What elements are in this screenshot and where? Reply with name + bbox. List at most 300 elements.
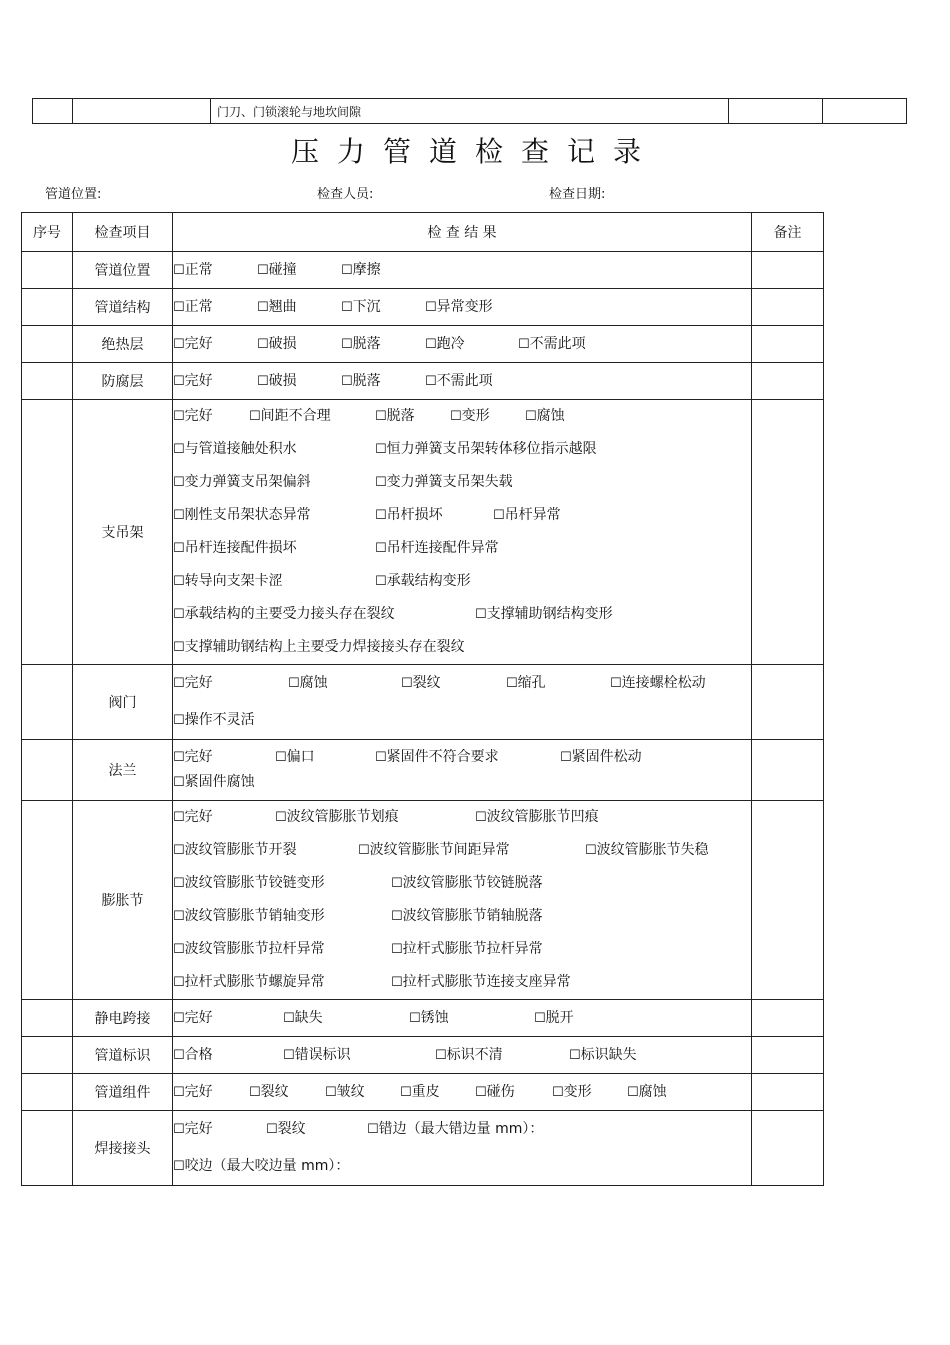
row-remark-cell[interactable]: [752, 740, 824, 801]
checkbox-label: 裂纹: [260, 1083, 289, 1100]
checkbox-option[interactable]: [173, 631, 573, 664]
checkbox-label: 异常变形: [436, 298, 493, 315]
checkbox-option[interactable]: [288, 665, 401, 702]
row-remark-cell[interactable]: [752, 289, 824, 326]
checkbox-label: 波纹管膨胀节开裂: [184, 842, 297, 858]
checkbox-icon[interactable]: ☐: [283, 1010, 295, 1026]
checkbox-label: 脱落: [352, 335, 381, 352]
row-no-cell: [22, 289, 73, 326]
checkbox-option[interactable]: [257, 297, 341, 318]
checkbox-option[interactable]: [257, 260, 341, 281]
checkbox-label: 完好: [184, 1121, 213, 1137]
checkbox-label: 裂纹: [277, 1121, 306, 1137]
checkbox-label: 腐蚀: [536, 408, 565, 424]
checkbox-option[interactable]: [173, 1148, 393, 1185]
checkbox-option[interactable]: [283, 1045, 435, 1066]
checkbox-icon[interactable]: ☐: [560, 750, 572, 765]
checkbox-option[interactable]: [173, 801, 275, 834]
checkbox-option[interactable]: [173, 770, 293, 795]
checkbox-icon[interactable]: ☐: [173, 508, 185, 523]
checkbox-icon[interactable]: ☐: [257, 262, 269, 278]
option-line: [173, 371, 751, 392]
checkbox-icon[interactable]: ☐: [341, 299, 353, 315]
checkbox-option[interactable]: [173, 702, 293, 739]
row-no-cell: [22, 801, 73, 1000]
row-no-cell: [22, 326, 73, 363]
checkbox-icon[interactable]: ☐: [173, 409, 185, 424]
row-remark-cell[interactable]: [752, 1111, 824, 1186]
checkbox-label: 紧固件不符合要求: [386, 749, 499, 765]
option-line: [173, 702, 751, 739]
checkbox-option[interactable]: [409, 1008, 534, 1029]
option-line: [173, 466, 751, 499]
checkbox-option[interactable]: [173, 260, 257, 281]
checkbox-icon[interactable]: ☐: [173, 640, 185, 655]
checkbox-icon[interactable]: ☐: [249, 1084, 261, 1100]
row-item-label: 法兰: [73, 740, 173, 801]
checkbox-label: 支撑辅助钢结构上主要受力焊接接头存在裂纹: [184, 639, 465, 655]
checkbox-icon[interactable]: ☐: [450, 409, 462, 424]
row-remark-cell[interactable]: [752, 665, 824, 740]
checkbox-option[interactable]: [375, 745, 560, 770]
checkbox-option[interactable]: [249, 400, 375, 433]
checkbox-option[interactable]: [325, 1082, 400, 1103]
row-item-label: 支吊架: [73, 400, 173, 665]
row-no-cell: [22, 1000, 73, 1037]
checkbox-label: 紧固件松动: [571, 749, 642, 765]
row-item-label: 管道标识: [73, 1037, 173, 1074]
checkbox-icon[interactable]: ☐: [173, 1084, 185, 1100]
checkbox-label: 下沉: [352, 298, 381, 315]
checkbox-icon[interactable]: ☐: [173, 541, 185, 556]
header-remark: 备注: [752, 213, 824, 252]
checkbox-option[interactable]: [173, 1045, 283, 1066]
row-result-cell: [173, 1111, 752, 1186]
checkbox-label: 完好: [184, 408, 213, 424]
inspector-label: 检查人员:: [317, 187, 374, 202]
checkbox-label: 波纹管膨胀节铰链脱落: [402, 875, 543, 891]
checkbox-icon[interactable]: ☐: [375, 508, 387, 523]
inspection-table: [21, 212, 824, 1186]
checkbox-option[interactable]: [391, 900, 591, 933]
checkbox-option[interactable]: [173, 867, 391, 900]
checkbox-option[interactable]: [560, 745, 680, 770]
checkbox-icon[interactable]: ☐: [425, 373, 437, 389]
checkbox-label: 错边（最大错边量 mm）：: [378, 1121, 544, 1137]
previous-page-strip: [32, 98, 907, 124]
checkbox-icon[interactable]: ☐: [475, 810, 487, 825]
checkbox-option[interactable]: [435, 1045, 569, 1066]
option-line: [173, 900, 751, 933]
checkbox-option[interactable]: [341, 260, 425, 281]
checkbox-icon[interactable]: ☐: [401, 676, 413, 691]
checkbox-label: 完好: [184, 372, 213, 389]
checkbox-icon[interactable]: ☐: [173, 810, 185, 825]
checkbox-option[interactable]: [173, 1082, 249, 1103]
checkbox-option[interactable]: [391, 966, 621, 999]
checkbox-label: 波纹管膨胀节销轴脱落: [402, 908, 543, 924]
checkbox-option[interactable]: [518, 334, 618, 355]
checkbox-option[interactable]: [341, 297, 425, 318]
checkbox-icon[interactable]: ☐: [173, 909, 185, 924]
checkbox-option[interactable]: [493, 499, 593, 532]
checkbox-option[interactable]: [173, 900, 391, 933]
checkbox-option[interactable]: [249, 1082, 325, 1103]
checkbox-label: 腐蚀: [299, 675, 328, 691]
checkbox-option[interactable]: [173, 433, 375, 466]
checkbox-icon[interactable]: ☐: [506, 676, 518, 691]
checkbox-icon[interactable]: ☐: [400, 1084, 412, 1100]
checkbox-label: 拉杆式膨胀节拉杆异常: [402, 941, 543, 957]
checkbox-icon[interactable]: ☐: [375, 574, 387, 589]
row-result-cell: [173, 363, 752, 400]
checkbox-option[interactable]: [173, 466, 375, 499]
row-item-label: 静电跨接: [73, 1000, 173, 1037]
row-item-label: 防腐层: [73, 363, 173, 400]
checkbox-icon[interactable]: ☐: [173, 843, 185, 858]
checkbox-option[interactable]: [173, 834, 358, 867]
checkbox-option[interactable]: [610, 665, 730, 702]
checkbox-icon[interactable]: ☐: [425, 336, 437, 352]
checkbox-icon[interactable]: ☐: [257, 373, 269, 389]
row-result-cell: [173, 740, 752, 801]
checkbox-icon[interactable]: ☐: [275, 750, 287, 765]
date-label: 检查日期:: [549, 187, 606, 202]
checkbox-option[interactable]: [375, 466, 635, 499]
checkbox-option[interactable]: [425, 334, 518, 355]
checkbox-icon[interactable]: ☐: [173, 975, 185, 990]
checkbox-label: 不需此项: [529, 335, 586, 352]
checkbox-icon[interactable]: ☐: [341, 262, 353, 278]
option-line: [173, 598, 751, 631]
checkbox-icon[interactable]: ☐: [173, 442, 185, 457]
checkbox-option[interactable]: [367, 1111, 587, 1148]
checkbox-option[interactable]: [173, 297, 257, 318]
checkbox-label: 标识缺失: [580, 1046, 637, 1063]
checkbox-label: 正常: [184, 261, 213, 278]
checkbox-icon[interactable]: ☐: [173, 262, 185, 278]
checkbox-option[interactable]: [173, 499, 375, 532]
option-line: [173, 334, 751, 355]
checkbox-option[interactable]: [375, 565, 575, 598]
header-no: 序号: [22, 213, 73, 252]
checkbox-icon[interactable]: ☐: [610, 676, 622, 691]
checkbox-icon[interactable]: ☐: [173, 336, 185, 352]
strip-cell: [73, 99, 211, 124]
checkbox-icon[interactable]: ☐: [173, 876, 185, 891]
checkbox-option[interactable]: [585, 834, 745, 867]
checkbox-icon[interactable]: ☐: [288, 676, 300, 691]
checkbox-option[interactable]: [173, 1008, 283, 1029]
checkbox-icon[interactable]: ☐: [257, 299, 269, 315]
checkbox-icon[interactable]: ☐: [173, 1010, 185, 1026]
checkbox-icon[interactable]: ☐: [391, 975, 403, 990]
checkbox-option[interactable]: [275, 801, 475, 834]
checkbox-option[interactable]: [173, 665, 288, 702]
row-item-label: 管道位置: [73, 252, 173, 289]
checkbox-option[interactable]: [391, 933, 591, 966]
option-line: [173, 297, 751, 318]
checkbox-option[interactable]: [173, 933, 391, 966]
checkbox-icon[interactable]: ☐: [173, 475, 185, 490]
option-line: [173, 966, 751, 999]
checkbox-label: 脱落: [386, 408, 415, 424]
row-result-cell: [173, 326, 752, 363]
checkbox-icon[interactable]: ☐: [173, 942, 185, 957]
checkbox-option[interactable]: [283, 1008, 409, 1029]
checkbox-icon[interactable]: ☐: [409, 1010, 421, 1026]
checkbox-option[interactable]: [341, 371, 425, 392]
checkbox-label: 合格: [184, 1046, 213, 1063]
checkbox-option[interactable]: [450, 400, 525, 433]
checkbox-label: 吊杆损坏: [386, 507, 443, 523]
checkbox-icon[interactable]: ☐: [173, 713, 185, 728]
option-line: [173, 770, 751, 795]
row-remark-cell[interactable]: [752, 252, 824, 289]
checkbox-option[interactable]: [173, 1111, 266, 1148]
checkbox-option[interactable]: [425, 297, 525, 318]
checkbox-label: 操作不灵活: [184, 712, 255, 728]
checkbox-option[interactable]: [569, 1045, 669, 1066]
row-result-cell: [173, 665, 752, 740]
checkbox-option[interactable]: [425, 371, 525, 392]
checkbox-icon[interactable]: ☐: [375, 475, 387, 490]
checkbox-label: 碰撞: [268, 261, 297, 278]
checkbox-label: 锈蚀: [420, 1009, 449, 1026]
row-remark-cell[interactable]: [752, 1000, 824, 1037]
checkbox-icon[interactable]: ☐: [275, 810, 287, 825]
row-remark-cell[interactable]: [752, 400, 824, 665]
checkbox-icon[interactable]: ☐: [173, 1047, 185, 1063]
header-result: 检 查 结 果: [173, 213, 752, 252]
checkbox-icon[interactable]: ☐: [173, 373, 185, 389]
option-line: [173, 834, 751, 867]
row-remark-cell[interactable]: [752, 801, 824, 1000]
checkbox-icon[interactable]: ☐: [173, 750, 185, 765]
table-row: [22, 400, 824, 665]
checkbox-icon[interactable]: ☐: [266, 1122, 278, 1137]
checkbox-label: 正常: [184, 298, 213, 315]
row-remark-cell[interactable]: [752, 363, 824, 400]
location-label: 管道位置:: [45, 187, 102, 202]
checkbox-label: 拉杆式膨胀节连接支座异常: [402, 974, 571, 990]
page-title: 压力管道检查记录: [290, 135, 659, 168]
checkbox-label: 间距不合理: [260, 408, 331, 424]
checkbox-label: 完好: [184, 1083, 213, 1100]
checkbox-option[interactable]: [275, 745, 375, 770]
checkbox-option[interactable]: [257, 334, 341, 355]
checkbox-label: 承载结构变形: [386, 573, 471, 589]
checkbox-label: 吊杆连接配件异常: [386, 540, 499, 556]
row-item-label: 管道组件: [73, 1074, 173, 1111]
checkbox-option[interactable]: [375, 433, 635, 466]
checkbox-label: 吊杆连接配件损坏: [184, 540, 297, 556]
checkbox-option[interactable]: [173, 371, 257, 392]
checkbox-option[interactable]: [375, 532, 575, 565]
checkbox-option[interactable]: [401, 665, 506, 702]
checkbox-icon[interactable]: ☐: [173, 1159, 185, 1174]
checkbox-option[interactable]: [627, 1082, 702, 1103]
row-remark-cell[interactable]: [752, 326, 824, 363]
checkbox-label: 不需此项: [436, 372, 493, 389]
checkbox-option[interactable]: [375, 400, 450, 433]
checkbox-option[interactable]: [173, 400, 249, 433]
checkbox-option[interactable]: [341, 334, 425, 355]
row-item-label: 焊接接头: [73, 1111, 173, 1186]
checkbox-option[interactable]: [173, 565, 375, 598]
table-row: [22, 289, 824, 326]
checkbox-icon[interactable]: ☐: [518, 336, 530, 352]
checkbox-label: 拉杆式膨胀节螺旋异常: [184, 974, 325, 990]
checkbox-icon[interactable]: ☐: [173, 607, 185, 622]
checkbox-label: 恒力弹簧支吊架转体移位指示越限: [386, 441, 597, 457]
table-row: [22, 1111, 824, 1186]
option-line: [173, 565, 751, 598]
checkbox-label: 腐蚀: [638, 1083, 667, 1100]
checkbox-option[interactable]: [506, 665, 610, 702]
checkbox-label: 摩擦: [352, 261, 381, 278]
checkbox-icon[interactable]: ☐: [173, 1122, 185, 1137]
checkbox-label: 变力弹簧支吊架偏斜: [184, 474, 311, 490]
checkbox-option[interactable]: [391, 867, 591, 900]
checkbox-icon[interactable]: ☐: [375, 442, 387, 457]
checkbox-icon[interactable]: ☐: [325, 1084, 337, 1100]
checkbox-icon[interactable]: ☐: [341, 373, 353, 389]
table-row: [22, 1000, 824, 1037]
table-row: [22, 363, 824, 400]
checkbox-label: 脱开: [545, 1009, 574, 1026]
checkbox-label: 跑冷: [436, 335, 465, 352]
checkbox-label: 完好: [184, 809, 213, 825]
row-result-cell: [173, 801, 752, 1000]
checkbox-icon[interactable]: ☐: [534, 1010, 546, 1026]
option-line: [173, 1082, 751, 1103]
checkbox-icon[interactable]: ☐: [585, 843, 597, 858]
option-line: [173, 1111, 751, 1148]
checkbox-icon[interactable]: ☐: [249, 409, 261, 424]
checkbox-label: 咬边（最大咬边量 mm）：: [184, 1158, 350, 1174]
option-line: [173, 532, 751, 565]
row-item-label: 绝热层: [73, 326, 173, 363]
checkbox-option[interactable]: [525, 400, 600, 433]
checkbox-icon[interactable]: ☐: [475, 1084, 487, 1100]
checkbox-option[interactable]: [375, 499, 493, 532]
checkbox-label: 波纹管膨胀节失稳: [596, 842, 709, 858]
checkbox-label: 变形: [563, 1083, 592, 1100]
checkbox-icon[interactable]: ☐: [552, 1084, 564, 1100]
checkbox-icon[interactable]: ☐: [525, 409, 537, 424]
table-row: [22, 252, 824, 289]
row-no-cell: [22, 400, 73, 665]
checkbox-label: 完好: [184, 749, 213, 765]
checkbox-option[interactable]: [400, 1082, 475, 1103]
checkbox-option[interactable]: [358, 834, 585, 867]
strip-cell: [823, 99, 907, 124]
checkbox-label: 波纹管膨胀节销轴变形: [184, 908, 325, 924]
checkbox-label: 完好: [184, 675, 213, 691]
row-result-cell: [173, 1074, 752, 1111]
checkbox-icon[interactable]: ☐: [375, 409, 387, 424]
checkbox-option[interactable]: [475, 801, 635, 834]
checkbox-option[interactable]: [475, 598, 675, 631]
table-row: [22, 740, 824, 801]
row-remark-cell[interactable]: [752, 1037, 824, 1074]
table-row: [22, 1074, 824, 1111]
checkbox-label: 刚性支吊架状态异常: [184, 507, 311, 523]
option-line: [173, 433, 751, 466]
checkbox-label: 偏口: [286, 749, 315, 765]
row-no-cell: [22, 252, 73, 289]
row-result-cell: [173, 1000, 752, 1037]
checkbox-label: 承载结构的主要受力接头存在裂纹: [184, 606, 395, 622]
checkbox-icon[interactable]: ☐: [173, 775, 185, 790]
checkbox-label: 吊杆异常: [504, 507, 561, 523]
checkbox-icon[interactable]: ☐: [569, 1047, 581, 1063]
checkbox-icon[interactable]: ☐: [627, 1084, 639, 1100]
checkbox-label: 破损: [268, 335, 297, 352]
option-line: [173, 1148, 751, 1185]
checkbox-icon[interactable]: ☐: [173, 676, 185, 691]
row-no-cell: [22, 1037, 73, 1074]
row-remark-cell[interactable]: [752, 1074, 824, 1111]
checkbox-icon[interactable]: ☐: [475, 607, 487, 622]
checkbox-label: 转导向支架卡涩: [184, 573, 283, 589]
checkbox-label: 波纹管膨胀节拉杆异常: [184, 941, 325, 957]
table-row: [22, 801, 824, 1000]
option-line: [173, 745, 751, 770]
strip-cell: [33, 99, 73, 124]
checkbox-option[interactable]: [534, 1008, 634, 1029]
option-line: [173, 867, 751, 900]
checkbox-icon[interactable]: ☐: [283, 1047, 295, 1063]
checkbox-icon[interactable]: ☐: [358, 843, 370, 858]
checkbox-label: 裂纹: [412, 675, 441, 691]
row-result-cell: [173, 400, 752, 665]
checkbox-option[interactable]: [173, 334, 257, 355]
checkbox-icon[interactable]: ☐: [391, 876, 403, 891]
checkbox-option[interactable]: [173, 598, 475, 631]
checkbox-option[interactable]: [257, 371, 341, 392]
checkbox-icon[interactable]: ☐: [173, 299, 185, 315]
checkbox-icon[interactable]: ☐: [375, 750, 387, 765]
checkbox-icon[interactable]: ☐: [493, 508, 505, 523]
checkbox-icon[interactable]: ☐: [257, 336, 269, 352]
checkbox-icon[interactable]: ☐: [425, 299, 437, 315]
checkbox-label: 波纹管膨胀节间距异常: [369, 842, 510, 858]
checkbox-option[interactable]: [173, 532, 375, 565]
checkbox-icon[interactable]: ☐: [391, 909, 403, 924]
checkbox-label: 紧固件腐蚀: [184, 774, 255, 790]
checkbox-label: 标识不清: [446, 1046, 503, 1063]
checkbox-icon[interactable]: ☐: [173, 574, 185, 589]
checkbox-option[interactable]: [475, 1082, 552, 1103]
row-no-cell: [22, 363, 73, 400]
checkbox-label: 完好: [184, 1009, 213, 1026]
checkbox-icon[interactable]: ☐: [341, 336, 353, 352]
checkbox-icon[interactable]: ☐: [435, 1047, 447, 1063]
checkbox-option[interactable]: [552, 1082, 627, 1103]
row-result-cell: [173, 252, 752, 289]
checkbox-icon[interactable]: ☐: [367, 1122, 379, 1137]
checkbox-icon[interactable]: ☐: [375, 541, 387, 556]
checkbox-option[interactable]: [173, 745, 275, 770]
option-line: [173, 260, 751, 281]
checkbox-icon[interactable]: ☐: [391, 942, 403, 957]
checkbox-label: 连接螺栓松动: [621, 675, 706, 691]
row-result-cell: [173, 1037, 752, 1074]
checkbox-option[interactable]: [266, 1111, 367, 1148]
checkbox-option[interactable]: [173, 966, 391, 999]
